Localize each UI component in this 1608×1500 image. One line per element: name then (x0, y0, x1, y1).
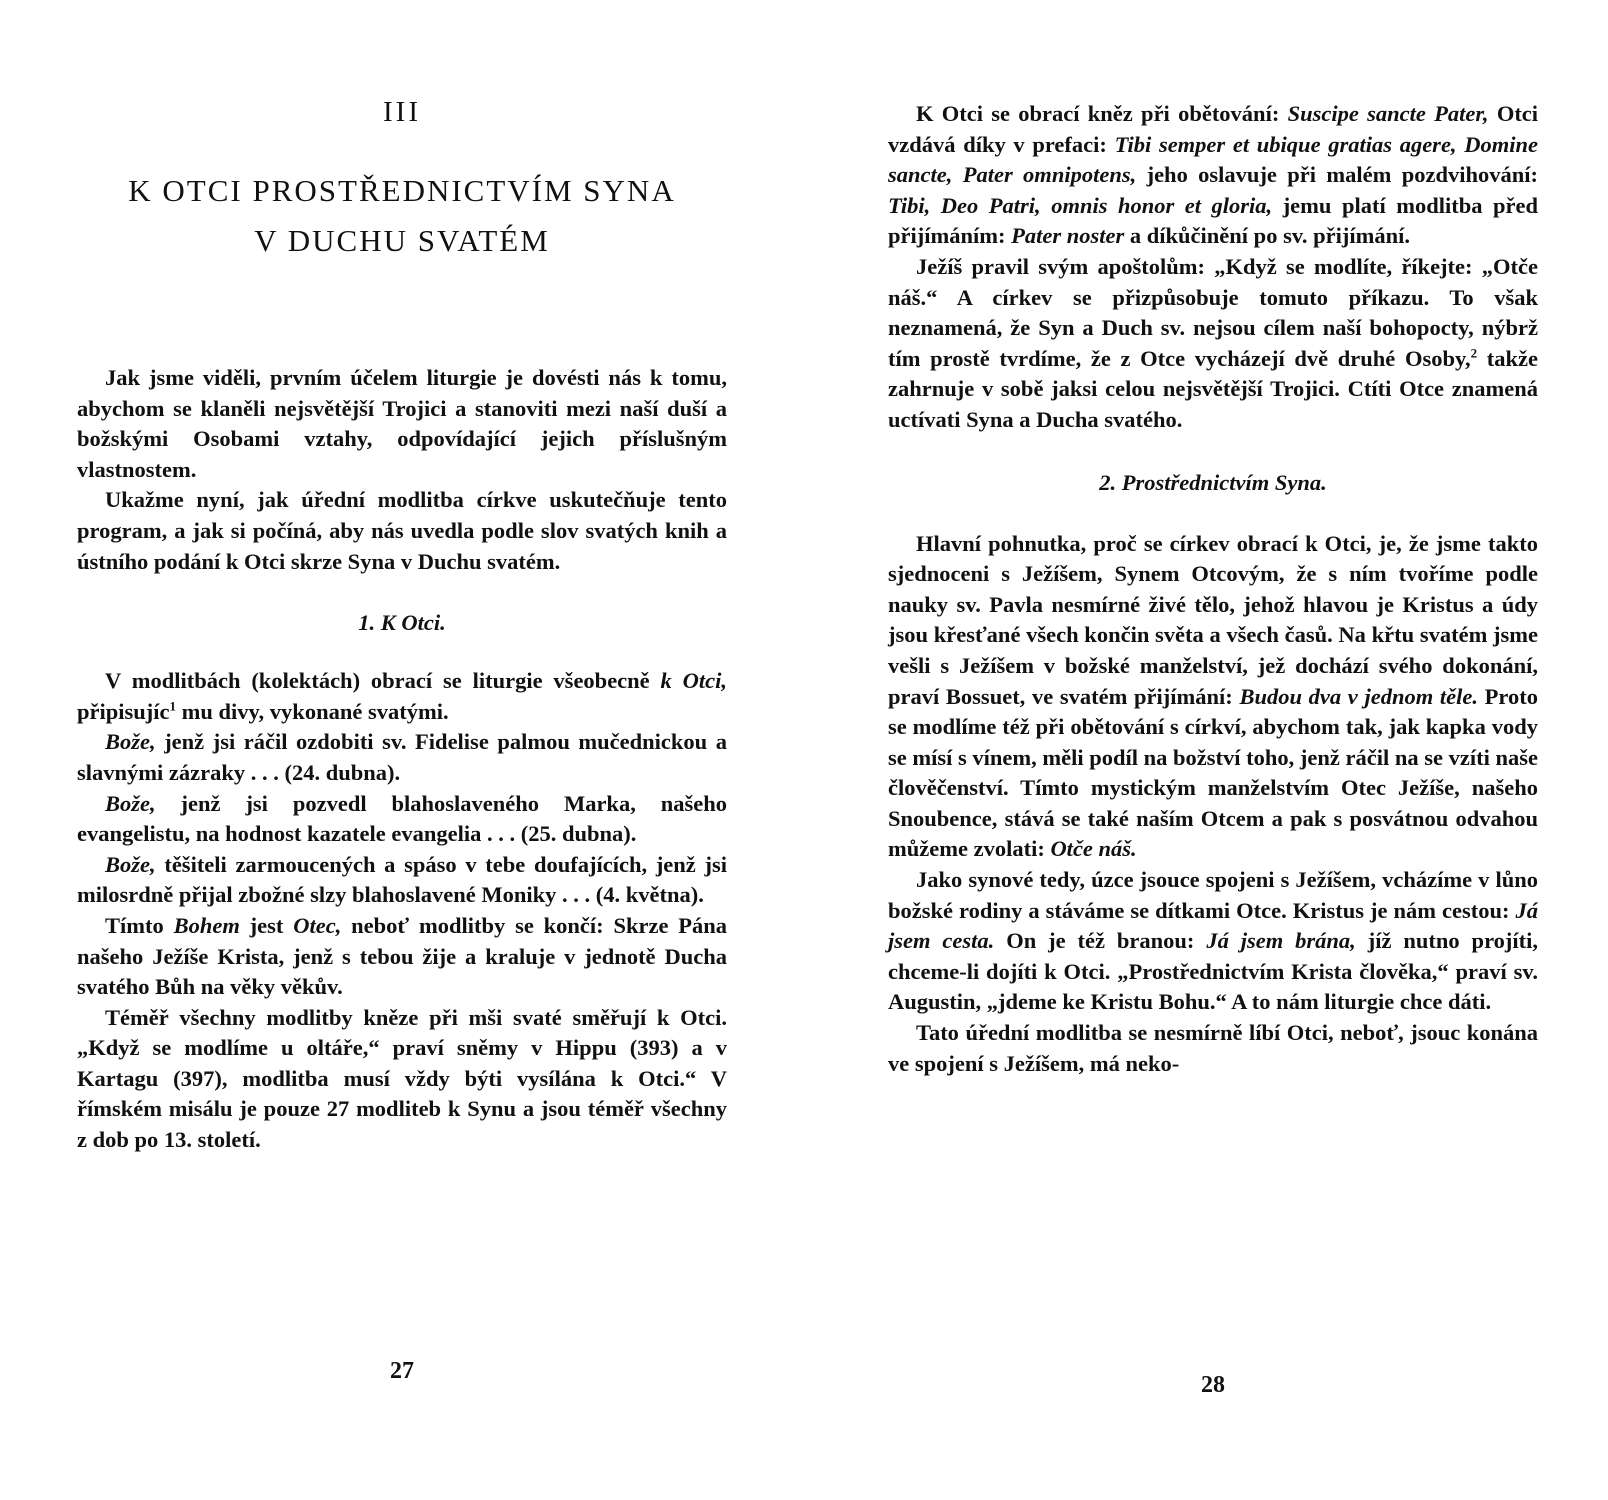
chapter-title-line-2: V DUCHU SVATÉM (254, 223, 550, 258)
footnote-ref: 2 (1470, 345, 1478, 361)
paragraph: Bože, těšiteli zarmoucených a spáso v tebe doufajících, jenž jsi milosrdně přijal zbožné slzy blahoslavené Moniky . . . (4. května). (77, 851, 727, 908)
paragraph: Tato úřední modlitba se nesmírně líbí Otci, neboť, jsouc konána ve spojení s Ježíšem, má neko- (888, 1020, 1538, 1076)
section-heading-2: 2. Prostřednictvím Syna. (1099, 469, 1327, 495)
chapter-title-line-1: K OTCI PROSTŘEDNICTVÍM SYNA (128, 173, 676, 208)
paragraph: Tímto Bohem jest Otec, neboť modlitby se končí: Skrze Pána našeho Ježíše Krista, jenž s tebou žije a kraluje v jednotě Ducha svatého Bůh na věky věkův. (77, 912, 728, 1000)
left-page (77, 0, 728, 1384)
paragraph: Jako synové tedy, úzce jsouce spojeni s Ježíšem, vcházíme v lůno božské rodiny a stáváme se dítkami Otce. Kristus je nám cestou: Já jsem cesta. On je též branou: Já jsem brána, jíž nutno projíti, chceme-li dojíti k Otci. „Prostřednictvím Krista člověka,“ praví sv. Augustin, „jdeme ke Kristu Bohu.“ A to nám liturgie chce dáti. (888, 867, 1539, 1015)
left-section-body (77, 666, 727, 1156)
paragraph: Ukažme nyní, jak úřední modlitba církve uskutečňuje tento program, a jak si počíná, aby nás uvedla podle slov svatých knih a ústního podání k Otci skrze Syna v Duchu svatém. (77, 487, 727, 574)
section-heading-1: 1. K Otci. (358, 610, 446, 636)
paragraph: K Otci se obrací kněz při obětování: Suscipe sancte Pater, Otci vzdává díky v prefaci: Tibi semper et ubique gratias agere, Domine sancte, Pater omnipotens, jeho oslavuje při malém pozdvihování: Tibi, Deo Patri, omnis honor et gloria, jemu platí modlitba před přijímáním: Pater noster a díkůčinění po sv. přijímání. (888, 101, 1539, 249)
right-body (888, 99, 1538, 436)
paragraph: Jak jsme viděli, prvním účelem liturgie je dovésti nás k tomu, abychom se klaněli nejsvětější Trojici a stanoviti mezi naší duší a božskými Osobami vztahy, odpovídající jejich příslušným vlastnostem. (77, 365, 727, 482)
page-number: 28 (1201, 1372, 1225, 1398)
chapter-title (77, 166, 727, 266)
page-number: 27 (390, 1358, 414, 1384)
chapter-number: III (383, 96, 421, 128)
right-section-body (888, 529, 1538, 1080)
paragraph: Hlavní pohnutka, proč se církev obrací k Otci, je, že jsme takto sjednoceni s Ježíšem, Synem Otcovým, že s ním tvoříme podle nauky sv. Pavla nesmírné živé tělo, jehož hlavou je Kristus a údy jsou křesťané všech končin světa a všech časů. Na křtu svatém jsme vešli s Ježíšem v božské manželství, jež dochází svého dokonání, praví Bossuet, ve svatém přijímání: Budou dva v jednom těle. Proto se modlíme též při obětování s církví, abychom tak, jak kapka vody se mísí s vínem, měli podíl na božství toho, jenž ráčil na se vzíti naše člověčenství. Tímto mystickým manželstvím Otec Ježíše, našeho Snoubence, stává se také naším Otcem a pak s posvátnou odvahou můžeme zvolati: Otče náš. (888, 530, 1538, 862)
paragraph: Bože, jenž jsi pozvedl blahoslaveného Marka, našeho evangelistu, na hodnost kazatele evangelia . . . (25. dubna). (77, 790, 728, 847)
left-body (77, 363, 727, 577)
paragraph: V modlitbách (kolektách) obrací se liturgie všeobecně k Otci, připisujíc$^1$ mu divy, vykonané svatými. (77, 668, 727, 724)
footnote-ref: 1 (169, 698, 177, 714)
paragraph: Téměř všechny modlitby kněze při mši svaté směřují k Otci. „Když se modlíme u oltáře,“ praví sněmy v Hippu (393) a v Kartagu (397), modlitba musí vždy býti vysílána k Otci.“ V římském misálu je pouze 27 modliteb k Synu a jsou téměř všechny z dob po 13. století. (77, 1004, 727, 1153)
paragraph: Bože, jenž jsi ráčil ozdobiti sv. Fidelise palmou mučednickou a slavnými zázraky . . . (24. dubna). (77, 729, 728, 785)
paragraph: Ježíš pravil svým apoštolům: „Když se modlíte, říkejte: „Otče náš.“ A církev se přizpůsobuje tomuto příkazu. To však neznamená, že Syn a Duch sv. nejsou cílem naší bohopocty, nýbrž tím prostě tvrdíme, že z Otce vycházejí dvě druhé Osoby,$^2$ takže zahrnuje v sobě jaksi celou nejsvětější Trojici. Ctíti Otce znamená uctívati Syna a Ducha svatého. (888, 253, 1538, 432)
right-page (888, 0, 1539, 1398)
